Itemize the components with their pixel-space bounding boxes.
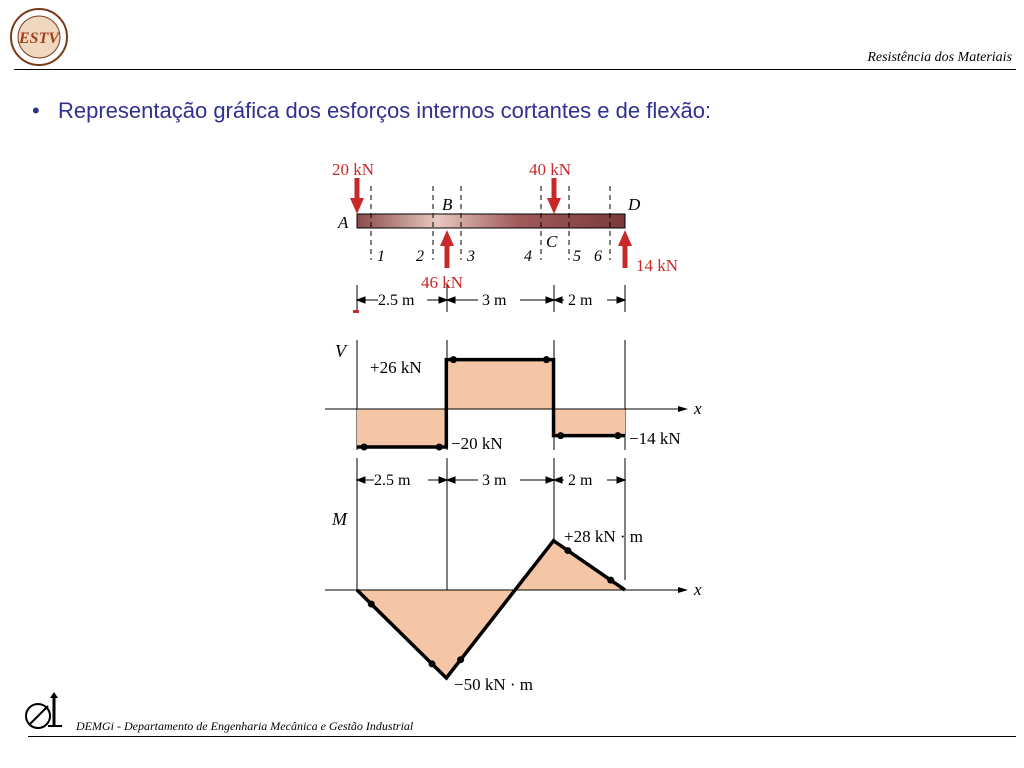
load-label-20kn: 20 kN bbox=[332, 160, 375, 179]
demgi-logo bbox=[22, 692, 66, 732]
footer-text: DEMGi - Departamento de Engenharia Mecânica e Gestão Industrial bbox=[76, 719, 414, 733]
load-label-46kn: 46 kN bbox=[421, 273, 464, 292]
section-label-5: 5 bbox=[573, 248, 581, 265]
load-arrow-40kn bbox=[547, 178, 561, 214]
shear-span-1: 2.5 m bbox=[374, 472, 411, 489]
point-label-d: D bbox=[628, 195, 641, 214]
logo-letters: ESTV bbox=[18, 30, 60, 47]
beam bbox=[357, 214, 625, 228]
marker bbox=[353, 310, 359, 313]
shear-label-plus26: +26 kN bbox=[370, 358, 422, 377]
load-label-40kn: 40 kN bbox=[529, 160, 572, 179]
section-label-3: 3 bbox=[467, 248, 475, 265]
school-logo bbox=[8, 6, 70, 68]
shear-section-point-4 bbox=[543, 356, 550, 363]
footer-divider bbox=[28, 736, 1016, 737]
bullet-text: Representação gráfica dos esforços internos cortantes e de flexão: bbox=[58, 98, 712, 123]
section-label-1: 1 bbox=[377, 248, 385, 265]
shear-x-label: x bbox=[694, 399, 702, 418]
moment-label-plus28: +28 kN · m bbox=[564, 527, 643, 546]
shear-section-point-3 bbox=[450, 356, 457, 363]
moment-label-minus50: −50 kN · m bbox=[454, 675, 533, 690]
point-label-c: C bbox=[546, 232, 558, 251]
load-arrow-46kn bbox=[440, 230, 454, 268]
moment-section-point-5 bbox=[607, 577, 614, 584]
shear-span-3: 2 m bbox=[568, 472, 593, 489]
moment-diagram bbox=[325, 541, 688, 678]
shear-section-point-5 bbox=[557, 432, 564, 439]
load-arrow-14kn bbox=[618, 230, 632, 268]
moment-x-label: x bbox=[694, 580, 702, 599]
beam-span-2: 3 m bbox=[482, 292, 507, 309]
beam-span-1: 2.5 m bbox=[378, 292, 415, 309]
header-divider bbox=[14, 69, 1016, 70]
load-label-14kn: 14 kN bbox=[636, 256, 679, 275]
load-arrow-20kn bbox=[350, 178, 364, 214]
section-label-2: 2 bbox=[416, 248, 424, 265]
bullet-marker: • bbox=[32, 98, 40, 123]
shear-axis-label: V bbox=[335, 341, 346, 361]
moment-section-point-4 bbox=[564, 547, 571, 554]
shear-label-minus14: −14 kN bbox=[629, 429, 681, 448]
section-label-4: 4 bbox=[524, 248, 532, 265]
shear-section-point-1 bbox=[361, 444, 368, 451]
shear-span-2: 3 m bbox=[482, 472, 507, 489]
moment-axis-label: M bbox=[332, 509, 347, 529]
point-label-a: A bbox=[338, 213, 349, 232]
moment-section-point-2 bbox=[429, 660, 436, 667]
section-label-6: 6 bbox=[594, 248, 602, 265]
moment-section-point-3 bbox=[457, 656, 464, 663]
beam-span-3: 2 m bbox=[568, 292, 593, 309]
shear-section-point-2 bbox=[436, 444, 443, 451]
moment-section-point-1 bbox=[368, 601, 375, 608]
shear-label-minus20: −20 kN bbox=[451, 434, 503, 453]
page-header-title: Resistência dos Materiais bbox=[867, 50, 1012, 65]
shear-section-point-6 bbox=[614, 432, 621, 439]
point-label-b: B bbox=[442, 195, 453, 214]
beam-diagram bbox=[320, 150, 740, 690]
